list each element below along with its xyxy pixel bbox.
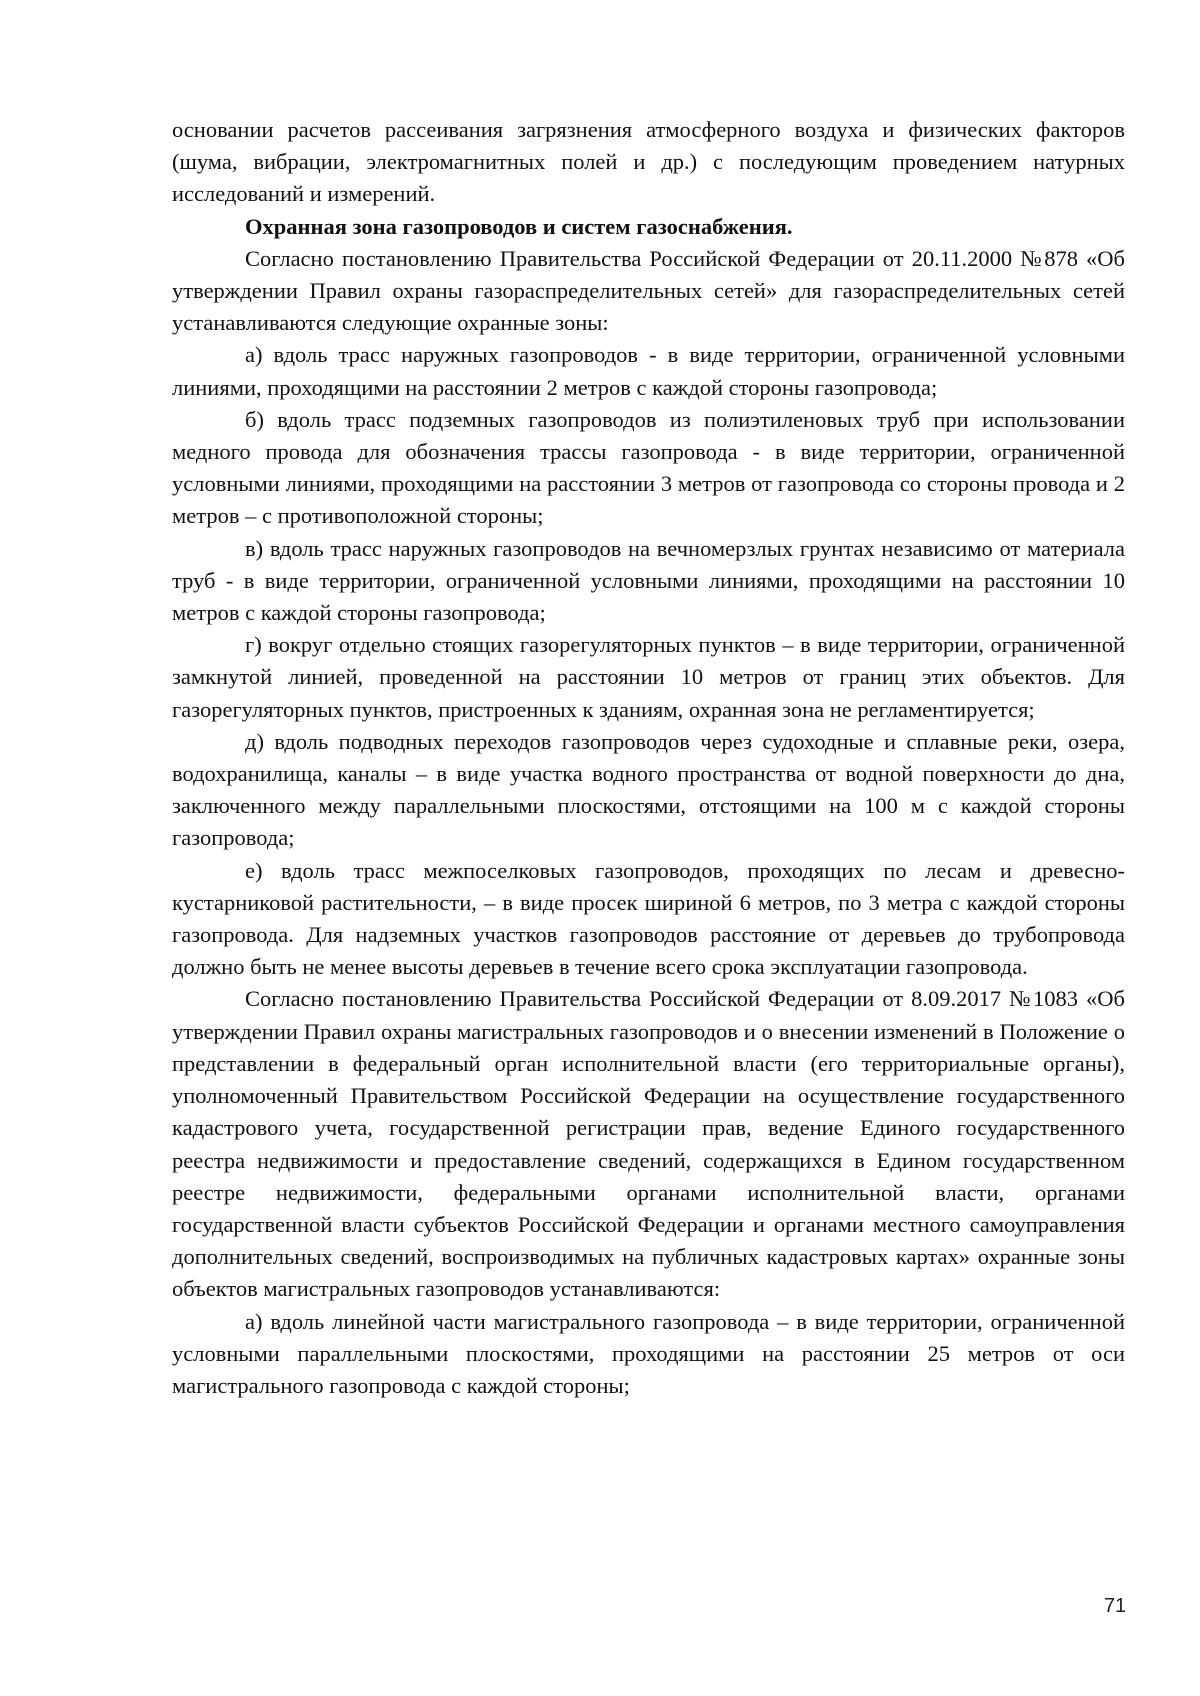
list-item-e: е) вдоль трасс межпоселковых газопроводов, проходящих по лесам и древесно-кустарниковой растительности, – в виде просек шириной 6 метров, по 3 метра с каждой стороны газопровода. Для надземных участков газопроводов расстояние от деревьев до трубопровода должно быть не менее высоты деревьев в течение всего срока эксплуатации газопровода. <box>172 857 1125 980</box>
section-heading: Охранная зона газопроводов и систем газоснабжения. <box>245 213 793 239</box>
list-item-a-main-pipeline: а) вдоль линейной части магистрального газопровода – в виде территории, ограниченной условными параллельными плоскостями, проходящими на расстоянии 25 метров от оси магистрального газопровода с каждой стороны; <box>172 1308 1125 1398</box>
paragraph-resolution-878: Согласно постановлению Правительства Российской Федерации от 20.11.2000 №878 «Об утверждении Правил охраны газораспределительных сетей» для газораспределительных сетей устанавливаются следующие охранные зоны: <box>172 245 1125 336</box>
list-item-v: в) вдоль трасс наружных газопроводов на вечномерзлых грунтах независимо от материала труб - в виде территории, ограниченной условными линиями, проходящими на расстоянии 10 метров с каждой стороны газопровода; <box>172 535 1125 626</box>
document-body <box>172 114 1125 1402</box>
paragraph-continuation: основании расчетов рассеивания загрязнения атмосферного воздуха и физических факторов (шума, вибрации, электромагнитных полей и др.) с последующим проведением натурных исследований и измерений. <box>172 117 1125 207</box>
list-item-a: а) вдоль трасс наружных газопроводов - в виде территории, ограниченной условными линиями, проходящими на расстоянии 2 метров с каждой стороны газопровода; <box>172 342 1125 400</box>
page-number: 71 <box>1103 1595 1127 1617</box>
list-item-g: г) вокруг отдельно стоящих газорегуляторных пунктов – в виде территории, ограниченной замкнутой линией, проведенной на расстоянии 10 метров от границ этих объектов. Для газорегуляторных пунктов, пристроенных к зданиям, охранная зона не регламентируется; <box>172 632 1125 722</box>
list-item-d: д) вдоль подводных переходов газопроводов через судоходные и сплавные реки, озера, водохранилища, каналы – в виде участка водного пространства от водной поверхности до дна, заключенного между параллельными плоскостями, отстоящими на 100 м с каждой стороны газопровода; <box>172 728 1125 851</box>
paragraph-resolution-1083: Согласно постановлению Правительства Российской Федерации от 8.09.2017 №1083 «Об утверждении Правил охраны магистральных газопроводов и о внесении изменений в Положение о представлении в федеральный орган исполнительной власти (его территориальные органы), уполномоченный Правительством Российской Федерации на осуществление государственного кадастрового учета, государственной регистрации прав, ведение Единого государственного реестра недвижимости и предоставление сведений, содержащихся в Едином государственном реестре недвижимости, федеральными органами исполнительной власти, органами государственной власти субъектов Российской Федерации и органами местного самоуправления дополнительных сведений, воспроизводимых на публичных кадастровых картах» охранные зоны объектов магистральных газопроводов устанавливаются: <box>172 986 1125 1302</box>
list-item-b: б) вдоль трасс подземных газопроводов из полиэтиленовых труб при использовании медного провода для обозначения трассы газопровода - в виде территории, ограниченной условными линиями, проходящими на расстоянии 3 метров от газопровода со стороны провода и 2 метров – с противоположной стороны; <box>172 406 1125 529</box>
